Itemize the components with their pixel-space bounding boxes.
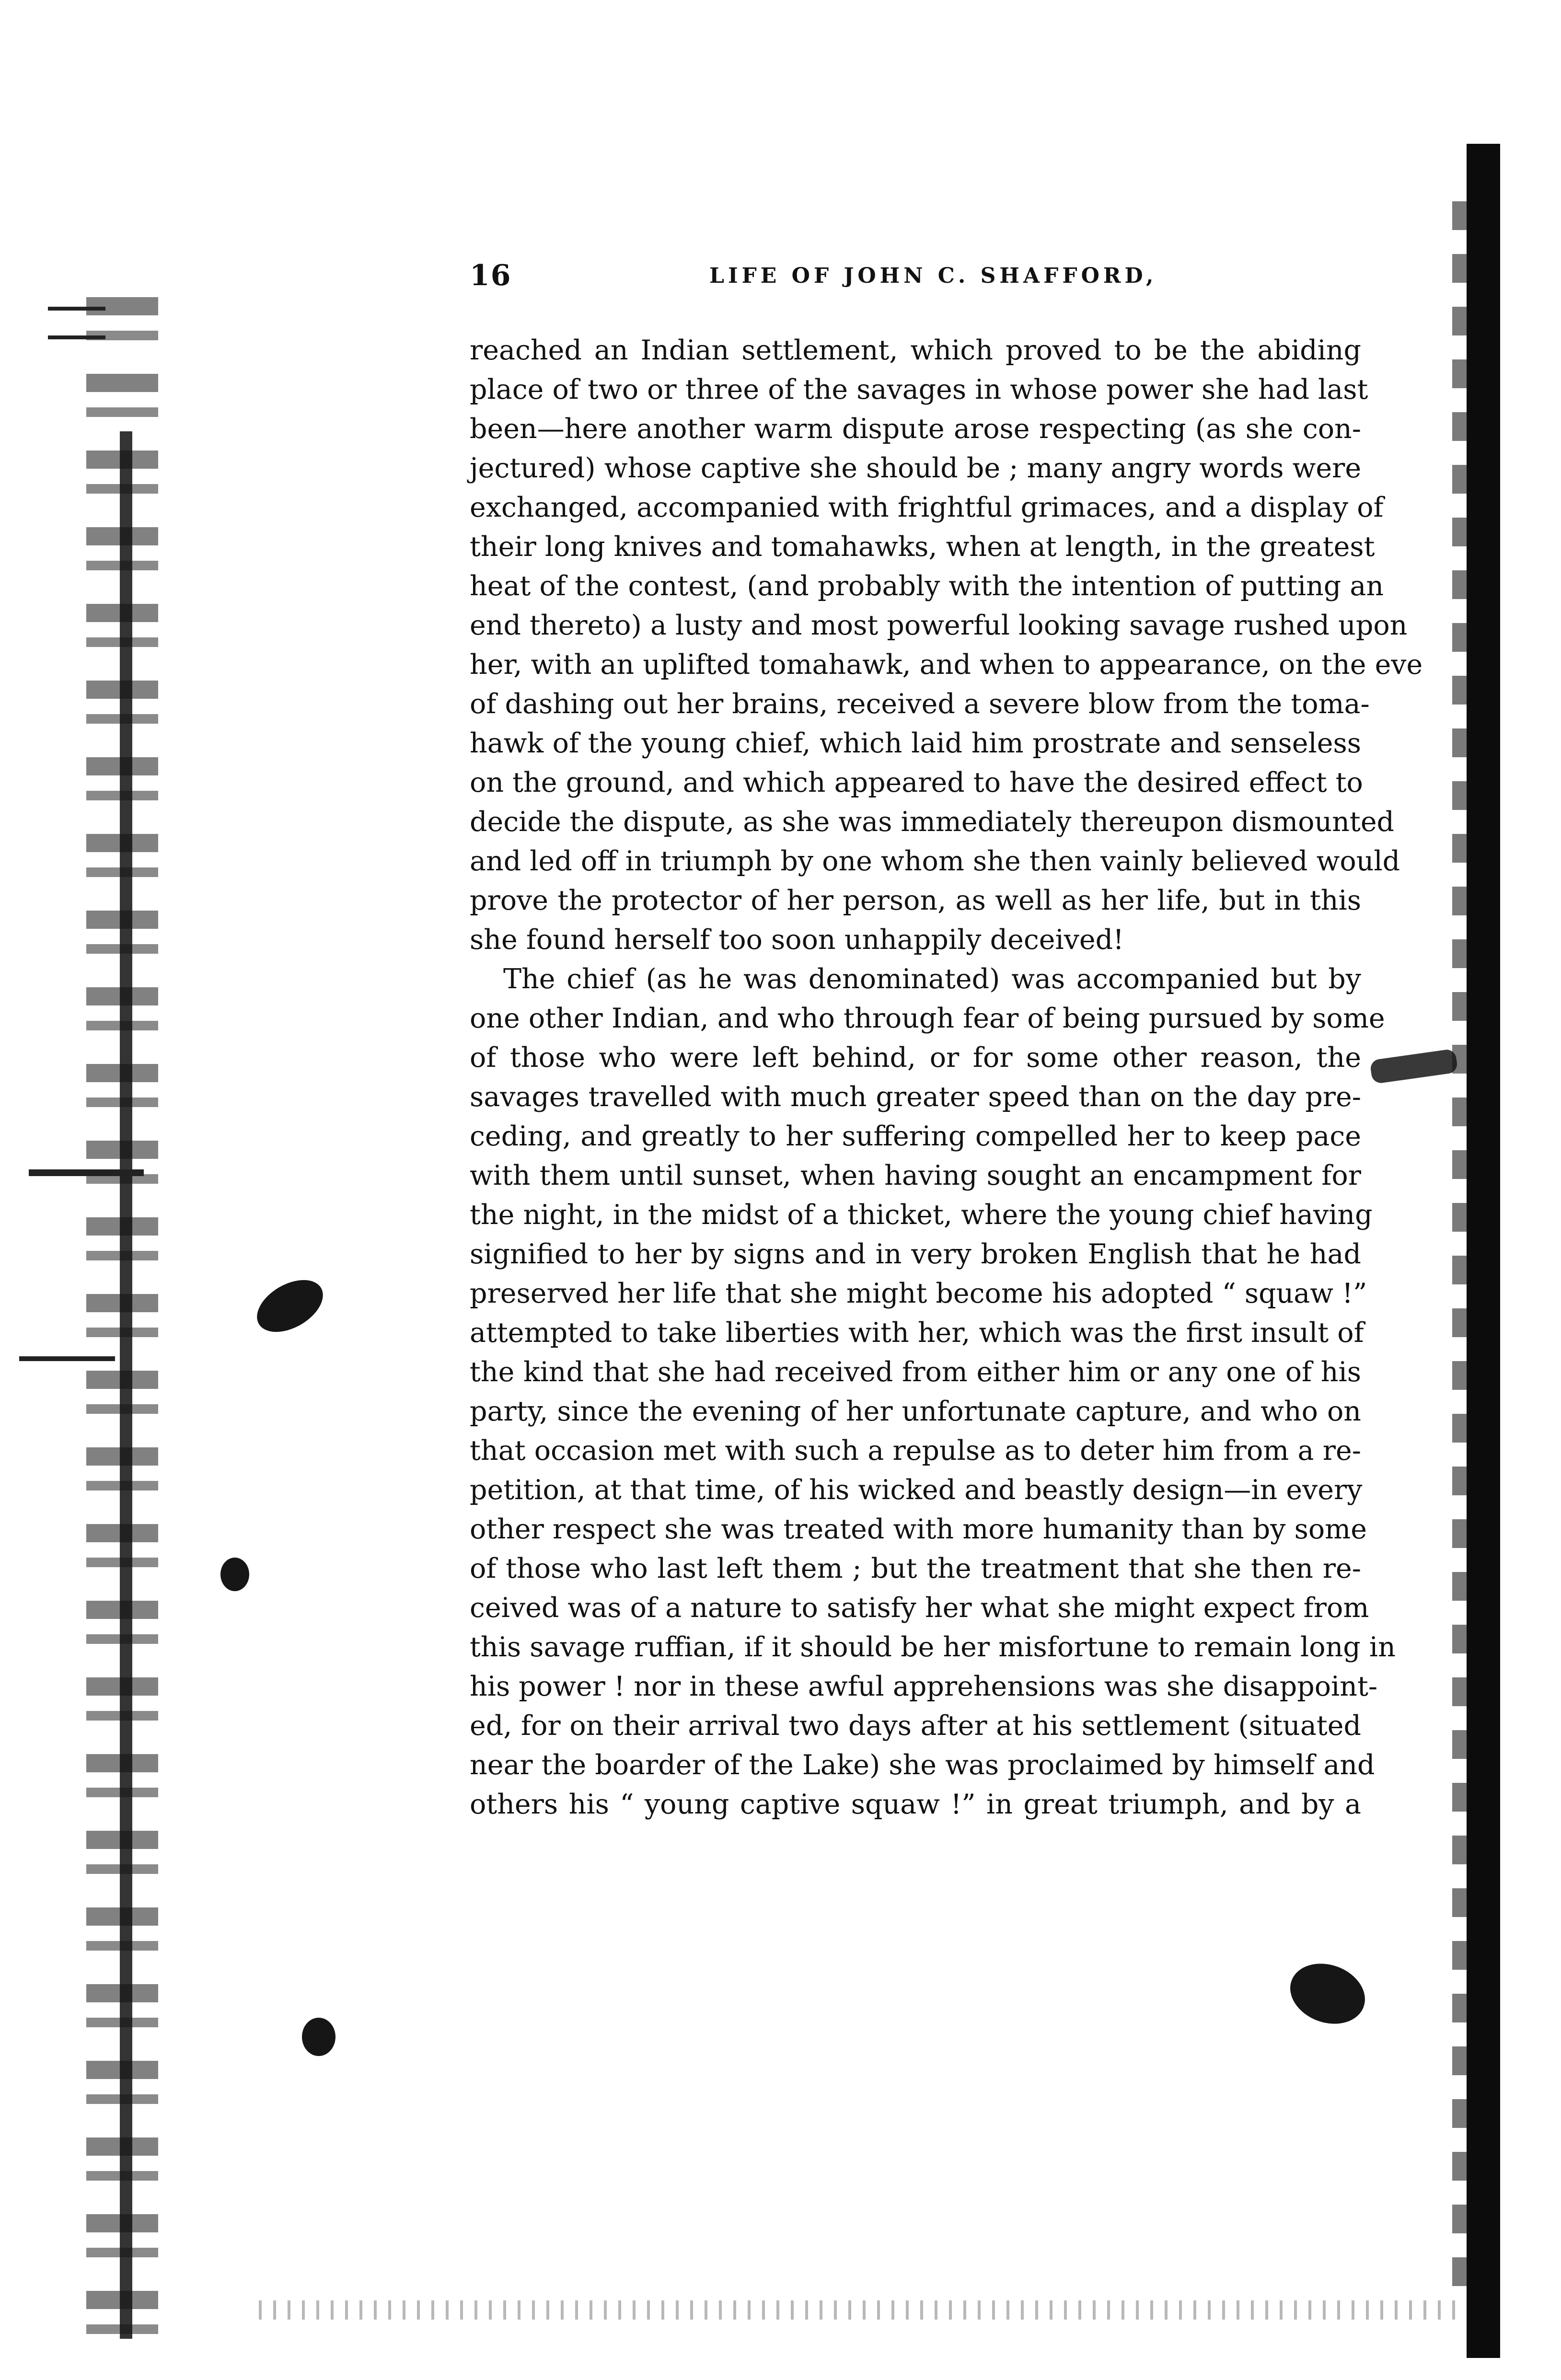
ink-blot [248,1270,332,1343]
text-line: petition, at that time, of his wicked and beastly design—in every [470,1474,1363,1506]
text-line: heat of the contest, (and probably with the intention of putting an [470,570,1384,602]
text-line: other respect she was treated with more humanity than by some [470,1513,1367,1545]
body-text [470,331,1423,1824]
text-line: one other Indian, and who through fear of being pursued by some [470,1003,1385,1034]
scan-mark [48,307,105,311]
scan-noise-bottom [259,2300,1467,2320]
text-line: that occasion met with such a repulse as to deter him from a re- [470,1435,1361,1467]
text-line: this savage ruffian, if it should be her misfortune to remain long in [470,1631,1396,1663]
scan-mark [48,335,105,339]
text-line: ed, for on their arrival two days after at his settlement (situated [470,1710,1361,1742]
text-line: of those who were left behind, or for some other reason, the [470,1042,1361,1074]
scan-mark [19,1356,115,1361]
text-line: party, since the evening of her unfortunate capture, and who on [470,1396,1361,1427]
running-title: LIFE OF JOHN C. SHAFFORD, [709,264,1157,288]
text-line: ceived was of a nature to satisfy her what she might expect from [470,1592,1369,1624]
text-line: jectured) whose captive she should be ; many angry words were [470,452,1362,484]
text-line: decide the dispute, as she was immediately thereupon dismounted [470,806,1395,838]
text-line: prove the protector of her person, as well as her life, but in this [470,885,1361,916]
text-line: others his “ young captive squaw !” in great triumph, and by a [470,1789,1361,1820]
scan-mark [29,1169,144,1176]
text-line: of those who last left them ; but the treatment that she then re- [470,1553,1361,1584]
text-line: the kind that she had received from either him or any one of his [470,1356,1361,1388]
running-header [470,259,1409,297]
text-line: reached an Indian settlement, which proved to be the abiding [470,335,1361,366]
scan-binding-left [120,431,132,2339]
page-number: 16 [470,259,512,292]
text-line: preserved her life that she might become his adopted “ squaw !” [470,1278,1367,1309]
ink-blot [302,2018,335,2056]
text-line: of dashing out her brains, received a severe blow from the toma- [470,688,1370,720]
text-line: and led off in triumph by one whom she then vainly believed would [470,845,1400,877]
text-line: been—here another warm dispute arose respecting (as she con- [470,413,1361,445]
text-line: she found herself too soon unhappily deceived! [470,924,1124,956]
ink-blot [1369,1049,1458,1085]
text-line: near the boarder of the Lake) she was proclaimed by himself and [470,1749,1375,1781]
text-line: with them until sunset, when having sought an encampment for [470,1160,1361,1191]
text-line: The chief (as he was denominated) was accompanied but by [503,963,1361,995]
text-line: his power ! nor in these awful apprehensions was she disappoint- [470,1671,1378,1702]
text-line: exchanged, accompanied with frightful grimaces, and a display of [470,492,1384,523]
ink-blot [1282,1953,1373,2033]
text-line: place of two or three of the savages in whose power she had last [470,374,1368,405]
text-line: on the ground, and which appeared to have the desired effect to [470,767,1363,798]
text-line: hawk of the young chief, which laid him prostrate and senseless [470,728,1361,759]
text-line: the night, in the midst of a thicket, where the young chief having [470,1199,1373,1231]
text-line: their long knives and tomahawks, when at length, in the greatest [470,531,1375,563]
text-line: signified to her by signs and in very broken English that he had [470,1238,1361,1270]
scan-binding-right [1467,144,1500,2358]
text-line: her, with an uplifted tomahawk, and when to appearance, on the eve [470,649,1423,681]
text-line: ceding, and greatly to her suffering compelled her to keep pace [470,1121,1361,1152]
ink-blot [220,1558,249,1591]
text-line: savages travelled with much greater speed than on the day pre- [470,1081,1361,1113]
text-line: attempted to take liberties with her, which was the first insult of [470,1317,1364,1349]
text-line: end thereto) a lusty and most powerful looking savage rushed upon [470,610,1408,641]
